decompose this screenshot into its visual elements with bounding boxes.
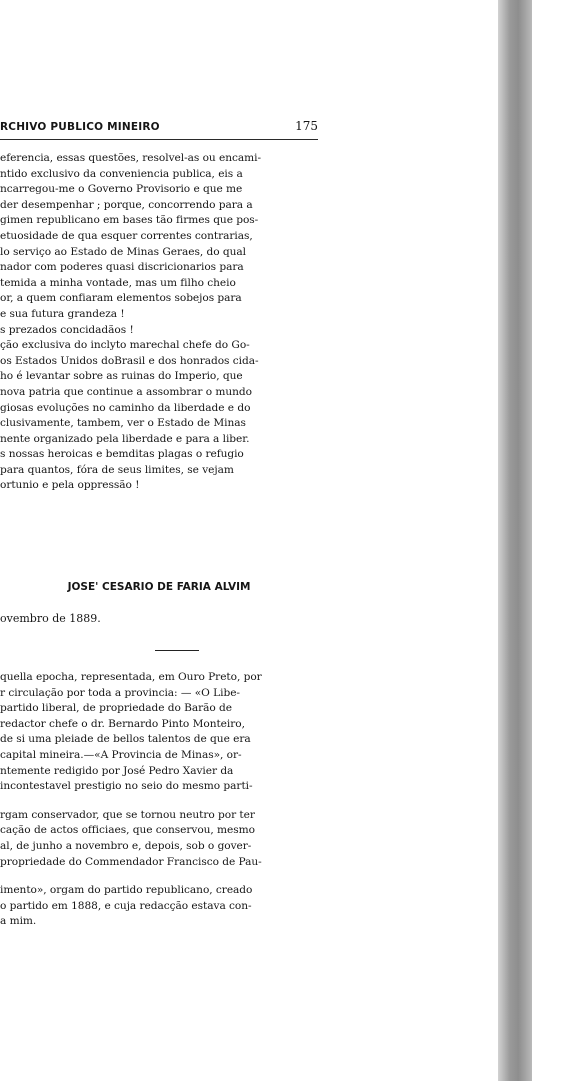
date-line: ovembro de 1889. [0,612,101,625]
text-line: propriedade do Commendador Francisco de Pau- [0,855,262,868]
text-line: eferencia, essas questões, resolvel-as ou encami- [0,152,261,164]
footnotes [0,670,322,930]
page-header [0,121,318,139]
text-line: a mim. [0,915,37,928]
text-line: der desempenhar ; porque, concorrendo para a [0,198,253,211]
text-line: giosas evoluções no caminho da liberdade e do [0,401,251,414]
signature: JOSE' CESARIO DE FARIA ALVIM [67,581,251,593]
text-line: o partido em 1888, e cuja redacção estava con- [0,899,252,912]
text-line: temida a minha vontade, mas um filho cheio [0,276,236,289]
book-gutter-shadow [498,0,532,1081]
text-line: redactor chefe o dr. Bernardo Pinto Monteiro, [0,717,245,730]
text-line: nador com poderes quasi discricionarios para [0,261,244,274]
text-line: al, de junho a novembro e, depois, sob o gover- [0,839,252,852]
text-line: ho é levantar sobre as ruinas do Imperio, que [0,370,243,383]
text-line: lo serviço ao Estado de Minas Geraes, do qual [0,245,247,258]
text-line: e sua futura grandeza ! [0,307,125,320]
text-line: nova patria que continue a assombrar o mundo [0,385,252,398]
text-line: quella epocha, representada, em Ouro Preto, por [0,671,262,683]
header-rule [0,139,318,140]
text-line: de si uma pleiade de bellos talentos de que era [0,733,251,746]
text-line: ntemente redigido por José Pedro Xavier da [0,764,234,777]
text-line: capital mineira.—«A Provincia de Minas», or- [0,748,242,761]
paragraph-gap [0,870,322,883]
text-line: clusivamente, tambem, ver o Estado de Minas [0,417,246,430]
text-line: or, a quem confiaram elementos sobejos para [0,292,242,305]
text-line: ortunio e pela oppressão ! [0,479,140,492]
section-divider [155,650,199,651]
text-line: os Estados Unidos doBrasil e dos honrados cida- [0,354,259,367]
proclamation-text [0,151,322,494]
text-line: incontestavel prestigio no seio do mesmo parti- [0,780,253,793]
text-line: para quantos, fóra de seus limites, se vejam [0,463,234,476]
text-line: s prezados concidadãos ! [0,323,134,336]
paragraph-gap [0,795,322,808]
note-paragraph [0,883,322,930]
text-line: nente organizado pela liberdade e para a liber. [0,432,250,445]
text-line: gimen republicano em bases tão firmes que pos- [0,214,259,227]
page-margin [532,0,579,1081]
text-line: cação de actos officiaes, que conservou, mesmo [0,824,255,837]
text-line: partido liberal, de propriedade do Barão de [0,702,232,715]
text-line: ntido exclusivo da conveniencia publica, eis a [0,167,243,180]
note-paragraph [0,670,322,795]
text-line: ção exclusiva do inclyto marechal chefe do Go- [0,339,250,352]
running-head: RCHIVO PUBLICO MINEIRO [0,121,160,133]
text-line: imento», orgam do partido republicano, creado [0,884,253,897]
note-paragraph [0,808,322,870]
text-line: ncarregou-me o Governo Provisorio e que me [0,183,243,196]
text-line: etuosidade de qua esquer correntes contrarias, [0,229,253,242]
text-line: s nossas heroicas e bemditas plagas o refugio [0,448,244,461]
text-line: rgam conservador, que se tornou neutro por ter [0,808,255,821]
page-number: 175 [295,119,318,133]
text-line: r circulação por toda a provincia: — «O Libe- [0,686,240,699]
